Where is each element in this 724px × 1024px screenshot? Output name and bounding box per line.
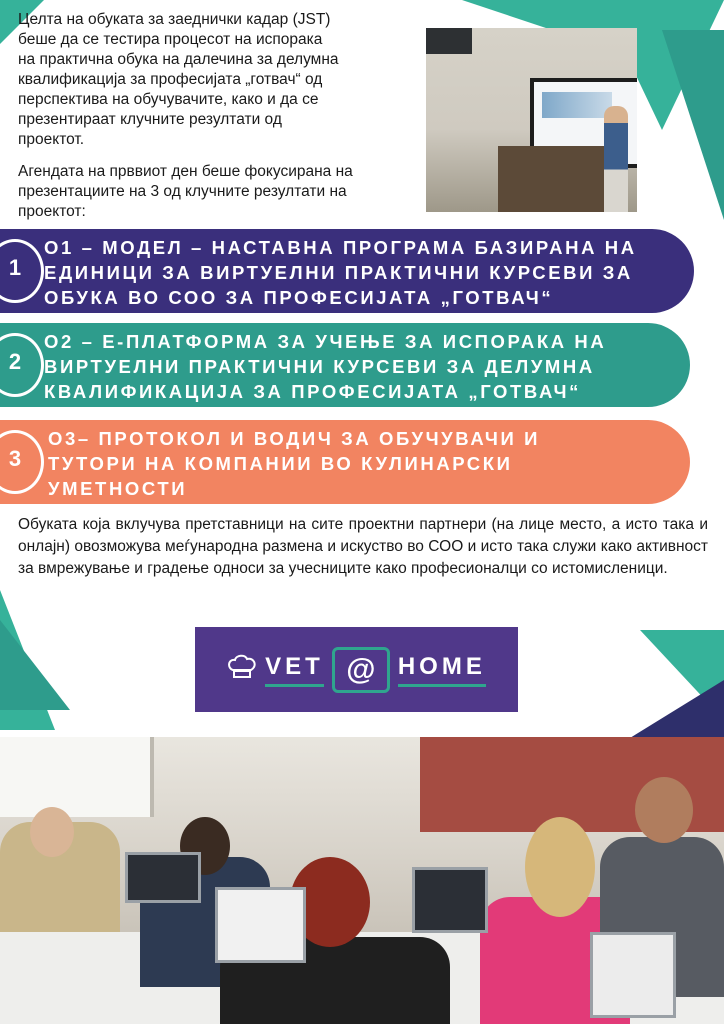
- decor-triangle-right-bottom-navy: [630, 680, 724, 738]
- output-number-3: 3: [8, 446, 22, 471]
- decor-triangle-right-mid: [662, 30, 724, 220]
- output-number-1: 1: [8, 255, 22, 280]
- output-title-2: О2 – Е-ПЛАТФОРМА ЗА УЧЕЊЕ ЗА ИСПОРАКА НА ВИРТУЕЛНИ ПРАКТИЧНИ КУРСЕВИ ЗА ДЕЛУМНА КВАЛИФИКАЦИЈА ЗА ПРОФЕСИЈАТА „ГОТВАЧ“: [44, 331, 607, 402]
- output-item-3: [0, 420, 690, 504]
- intro-paragraph: Целта на обуката за заеднички кадар (JST) беше да се тестира процесот на испорака на практична обука на далечина за делумна квалификација за професијата „готвач“ од перспектива на обучувачите, како и да се презентираат клучните резултати од проектот.: [18, 11, 339, 148]
- output-item-1: [0, 229, 694, 313]
- decor-triangle-left-mid-2: [0, 620, 70, 710]
- logo-word-home: HOME: [398, 653, 486, 687]
- output-number-2: 2: [8, 349, 22, 374]
- agenda-paragraph: Агендата на прввиот ден беше фокусирана на презентациите на 3 од клучните резултати на проектот:: [18, 163, 353, 220]
- chef-hat-icon: [227, 654, 257, 685]
- training-room-photo: [0, 737, 724, 1024]
- vet-at-home-logo: [195, 627, 518, 712]
- output-title-3: О3– ПРОТОКОЛ И ВОДИЧ ЗА ОБУЧУВАЧИ И ТУТОРИ НА КОМПАНИИ ВО КУЛИНАРСКИ УМЕТНОСТИ: [48, 428, 541, 499]
- logo-at-symbol: @: [332, 647, 390, 693]
- logo-word-vet: VET: [265, 653, 324, 687]
- training-presentation-photo: [426, 28, 637, 212]
- presenter-figure: [604, 106, 628, 212]
- output-title-1: О1 – МОДЕЛ – НАСТАВНА ПРОГРАМА БАЗИРАНА НА ЕДИНИЦИ ЗА ВИРТУЕЛНИ ПРАКТИЧНИ КУРСЕВИ ЗА ОБУКА ВО СОО ЗА ПРОФЕСИЈАТА „ГОТВАЧ“: [44, 237, 637, 308]
- training-description: Обуката која вклучува претставници на сите проектни партнери (на лице место, а исто така и онлајн) овозможува меѓународна размена и искуство во СОО и исто така служи како активност за вмрежување и градење односи за учесниците како професионалци со истомисленици.: [18, 516, 708, 577]
- output-item-2: [0, 323, 690, 407]
